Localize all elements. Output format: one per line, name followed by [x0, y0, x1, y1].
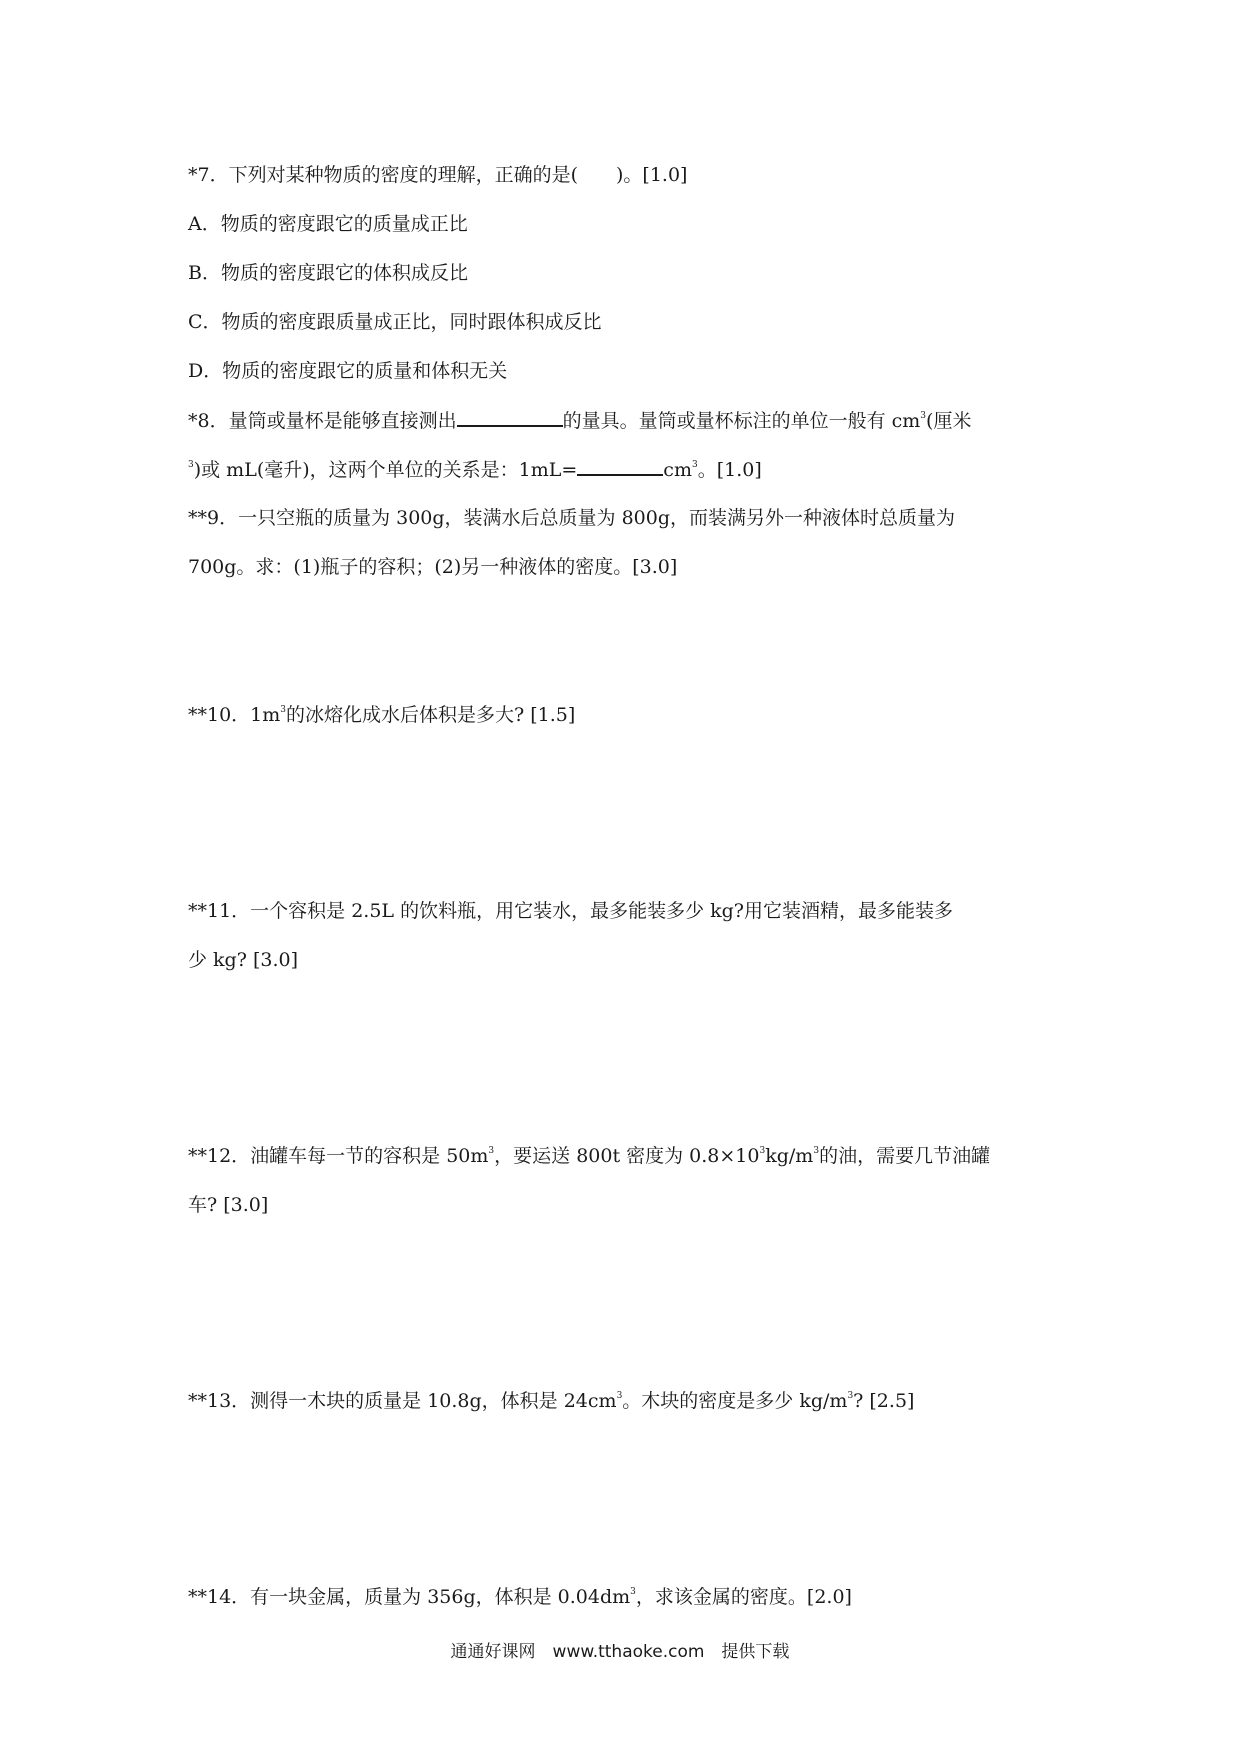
- q14-text-2: ，求该金属的密度。[2.0]: [635, 1586, 852, 1608]
- q13-text-2: 。木块的密度是多少 kg/m: [622, 1390, 848, 1412]
- q11-line1: **11．一个容积是 2.5L 的饮料瓶，用它装水，最多能装多少 kg?用它装酒精，最多能装多: [188, 900, 953, 922]
- q9-line1: **9．一只空瓶的质量为 300g，装满水后总质量为 800g，而装满另外一种液体时总质量为: [188, 507, 956, 529]
- q12-text-1: **12．油罐车每一节的容积是 50m: [188, 1145, 489, 1167]
- q13-superscript-1: 3: [616, 1391, 623, 1401]
- q14-line: [188, 1584, 852, 1610]
- q8-text-1: *8．量筒或量杯是能够直接测出: [188, 410, 457, 432]
- q8-superscript-2: 3: [188, 460, 194, 470]
- q12-superscript-3: 3: [813, 1146, 820, 1156]
- q7-option-a: A．物质的密度跟它的质量成正比: [188, 213, 468, 235]
- q12-line2: 车? [3.0]: [188, 1194, 269, 1216]
- q12-superscript-2: 3: [759, 1146, 766, 1156]
- q10-line: [188, 702, 575, 728]
- q9-line2: 700g。求：(1)瓶子的容积；(2)另一种液体的密度。[3.0]: [188, 556, 678, 578]
- q12-line1: [188, 1143, 990, 1169]
- q13-superscript-2: 3: [847, 1391, 854, 1401]
- page-footer: 通通好课网 www.tthaoke.com 提供下载: [450, 1642, 790, 1662]
- q8-superscript-1: 3: [920, 411, 927, 421]
- q8-text-3: (厘米: [926, 410, 972, 432]
- q12-text-2: ，要运送 800t 密度为 0.8×10: [494, 1145, 760, 1167]
- q12-text-3: kg/m: [765, 1145, 814, 1167]
- q10-text-1: **10．1m: [188, 704, 281, 726]
- q7-option-d: D．物质的密度跟它的质量和体积无关: [188, 360, 508, 382]
- q8-line1: [188, 407, 971, 434]
- q8-text-4: )或 mL(毫升)，这两个单位的关系是：1mL=: [193, 459, 578, 481]
- q12-superscript-1: 3: [488, 1146, 495, 1156]
- q7-stem: *7．下列对某种物质的密度的理解，正确的是( )。[1.0]: [188, 164, 688, 186]
- q14-superscript: 3: [630, 1587, 636, 1597]
- q13-line: [188, 1388, 914, 1414]
- q14-text-1: **14．有一块金属，质量为 356g，体积是 0.04dm: [188, 1586, 631, 1608]
- q7-option-c: C．物质的密度跟质量成正比，同时跟体积成反比: [188, 311, 602, 333]
- q8-text-6: 。[1.0]: [697, 459, 762, 481]
- q8-superscript-3: 3: [691, 460, 698, 470]
- q11-line2: 少 kg? [3.0]: [188, 949, 298, 971]
- q8-line2: [188, 456, 762, 483]
- q13-text-1: **13．测得一木块的质量是 10.8g，体积是 24cm: [188, 1390, 617, 1412]
- q8-text-5: cm: [663, 459, 692, 481]
- q8-blank-2[interactable]: [577, 456, 663, 476]
- q12-text-4: 的油，需要几节油罐: [819, 1145, 991, 1167]
- q8-blank-1[interactable]: [457, 407, 563, 427]
- q8-text-2: 的量具。量筒或量杯标注的单位一般有 cm: [562, 410, 921, 432]
- q10-text-2: 的冰熔化成水后体积是多大? [1.5]: [286, 704, 576, 726]
- q13-text-3: ? [2.5]: [853, 1390, 915, 1412]
- q7-option-b: B．物质的密度跟它的体积成反比: [188, 262, 468, 284]
- q10-superscript: 3: [280, 705, 287, 715]
